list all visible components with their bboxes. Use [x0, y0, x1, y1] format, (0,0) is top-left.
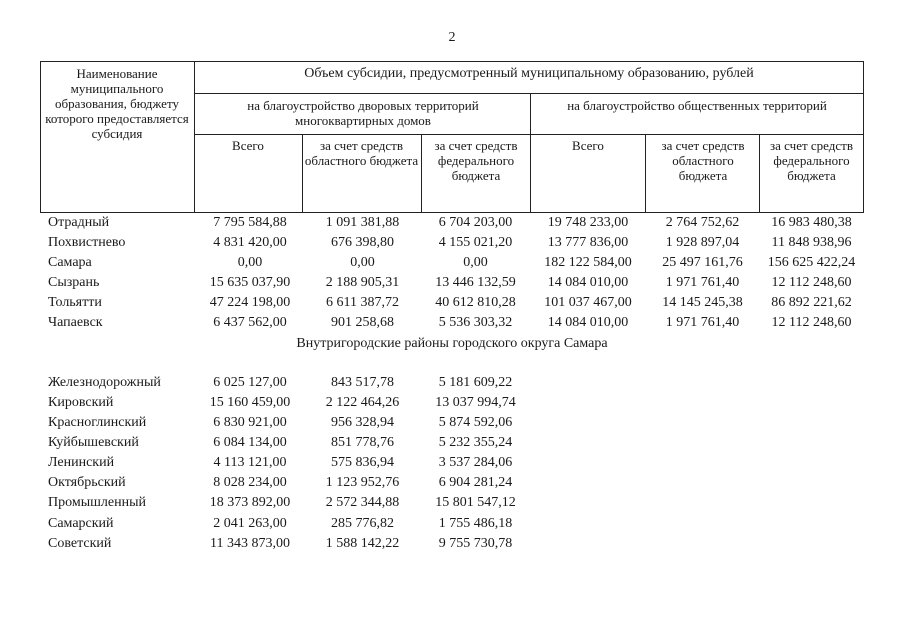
cell-yards-regional: 676 398,80 [331, 235, 394, 250]
row-name: Куйбышевский [48, 435, 139, 450]
cell-public-federal: 156 625 422,24 [767, 255, 856, 270]
row-name: Красноглинский [48, 415, 147, 430]
header-yards-total: Всего [232, 138, 264, 153]
cell-yards-federal: 6 904 281,24 [438, 475, 513, 490]
cell-yards-federal: 5 874 592,06 [438, 415, 513, 430]
cell-yards-regional: 2 122 464,26 [325, 395, 400, 410]
cell-yards-regional: 956 328,94 [331, 415, 394, 430]
cell-public-total: 101 037 467,00 [544, 295, 632, 310]
header-yard-territories: на благоустройство дворовых территорий многоквартирных домов [247, 98, 479, 128]
cell-public-regional: 25 497 161,76 [662, 255, 743, 270]
header-public-federal: за счет средств федерального бюджета [770, 138, 853, 183]
cell-yards-total: 7 795 584,88 [213, 215, 287, 230]
cell-public-federal: 11 848 938,96 [771, 235, 852, 250]
cell-yards-federal: 5 536 303,32 [438, 315, 513, 330]
cell-public-regional: 14 145 245,38 [662, 295, 743, 310]
table-header [40, 61, 864, 213]
table-row [40, 475, 864, 495]
cell-yards-regional: 1 091 381,88 [325, 215, 400, 230]
row-name: Отрадный [48, 215, 110, 230]
cell-yards-regional: 1 123 952,76 [325, 475, 400, 490]
cell-yards-total: 8 028 234,00 [213, 475, 287, 490]
cell-yards-federal: 13 446 132,59 [435, 275, 516, 290]
row-name: Ленинский [48, 455, 115, 470]
cell-public-regional: 1 971 761,40 [665, 315, 740, 330]
cell-yards-federal: 9 755 730,78 [438, 536, 513, 551]
table-row [40, 415, 864, 435]
row-name: Самарский [48, 516, 114, 531]
cell-yards-regional: 901 258,68 [331, 315, 394, 330]
table-row [40, 315, 864, 335]
table-row [40, 435, 864, 455]
cell-yards-regional: 843 517,78 [331, 375, 394, 390]
table-row [40, 455, 864, 475]
cell-yards-total: 15 160 459,00 [209, 395, 291, 410]
cell-public-total: 13 777 836,00 [547, 235, 629, 250]
cell-yards-regional: 2 572 344,88 [325, 495, 400, 510]
row-name: Кировский [48, 395, 114, 410]
header-public-regional: за счет средств областного бюджета [661, 138, 745, 183]
page-number: 2 [448, 30, 456, 45]
table-row [40, 495, 864, 515]
cell-yards-federal: 15 801 547,12 [435, 495, 516, 510]
cell-yards-federal: 13 037 994,74 [435, 395, 516, 410]
header-public-total: Всего [572, 138, 604, 153]
cell-yards-total: 0,00 [237, 255, 263, 270]
cell-public-federal: 12 112 248,60 [771, 275, 852, 290]
row-name: Самара [48, 255, 92, 270]
table-row [40, 536, 864, 556]
cell-yards-total: 11 343 873,00 [210, 536, 290, 551]
cell-yards-regional: 6 611 387,72 [326, 295, 399, 310]
cell-public-regional: 1 928 897,04 [665, 235, 740, 250]
cell-yards-regional: 851 778,76 [331, 435, 394, 450]
row-name: Похвистнево [48, 235, 126, 250]
cell-yards-federal: 5 232 355,24 [438, 435, 513, 450]
cell-yards-total: 6 084 134,00 [213, 435, 287, 450]
header-public-territories: на благоустройство общественных территорий [567, 98, 827, 113]
cell-public-total: 14 084 010,00 [547, 315, 629, 330]
cell-yards-federal: 40 612 810,28 [435, 295, 516, 310]
row-name: Тольятти [48, 295, 102, 310]
row-name: Железнодорожный [48, 375, 161, 390]
table-row [40, 395, 864, 415]
header-yards-regional: за счет средств областного бюджета [304, 138, 419, 168]
cell-yards-total: 6 830 921,00 [213, 415, 287, 430]
cell-public-federal: 86 892 221,62 [771, 295, 852, 310]
cell-yards-total: 18 373 892,00 [209, 495, 291, 510]
cell-yards-total: 4 113 121,00 [213, 455, 287, 470]
header-subsidy-volume: Объем субсидии, предусмотренный муниципальному образованию, рублей [304, 66, 754, 81]
cell-yards-regional: 0,00 [350, 255, 375, 270]
cell-yards-total: 2 041 263,00 [213, 516, 287, 531]
row-name: Чапаевск [48, 315, 103, 330]
cell-yards-total: 4 831 420,00 [213, 235, 287, 250]
cell-public-total: 19 748 233,00 [547, 215, 629, 230]
cell-yards-total: 47 224 198,00 [209, 295, 291, 310]
cell-yards-regional: 1 588 142,22 [325, 536, 400, 551]
cell-public-federal: 16 983 480,38 [771, 215, 852, 230]
cell-yards-regional: 2 188 905,31 [325, 275, 400, 290]
table-row [40, 275, 864, 295]
table-row [40, 295, 864, 315]
cell-yards-total: 6 025 127,00 [213, 375, 287, 390]
table-row [40, 375, 864, 395]
header-yards-federal: за счет средств федерального бюджета [434, 138, 518, 183]
table-row [40, 215, 864, 235]
districts-heading: Внутригородские районы городского округа Самара [296, 336, 608, 351]
table-row [40, 255, 864, 275]
cell-yards-federal: 1 755 486,18 [438, 516, 513, 531]
cell-public-regional: 2 764 752,62 [665, 215, 740, 230]
cell-yards-total: 6 437 562,00 [213, 315, 287, 330]
row-name: Октябрьский [48, 475, 126, 490]
cell-public-total: 182 122 584,00 [544, 255, 632, 270]
cell-public-regional: 1 971 761,40 [665, 275, 740, 290]
cell-public-federal: 12 112 248,60 [771, 315, 852, 330]
cell-yards-federal: 0,00 [463, 255, 488, 270]
cell-public-total: 14 084 010,00 [547, 275, 629, 290]
cell-yards-federal: 6 704 203,00 [438, 215, 513, 230]
header-name-column: Наименование муниципального образования, бюджету которого предоставляется субсидия [45, 66, 189, 141]
cell-yards-federal: 3 537 284,06 [438, 455, 513, 470]
cell-yards-regional: 575 836,94 [331, 455, 394, 470]
table-row [40, 235, 864, 255]
cell-yards-federal: 5 181 609,22 [438, 375, 513, 390]
cell-yards-federal: 4 155 021,20 [438, 235, 513, 250]
table-row [40, 516, 864, 536]
row-name: Советский [48, 536, 112, 551]
row-name: Сызрань [48, 275, 100, 290]
cell-yards-total: 15 635 037,90 [209, 275, 291, 290]
row-name: Промышленный [48, 495, 146, 510]
cell-yards-regional: 285 776,82 [331, 516, 394, 531]
